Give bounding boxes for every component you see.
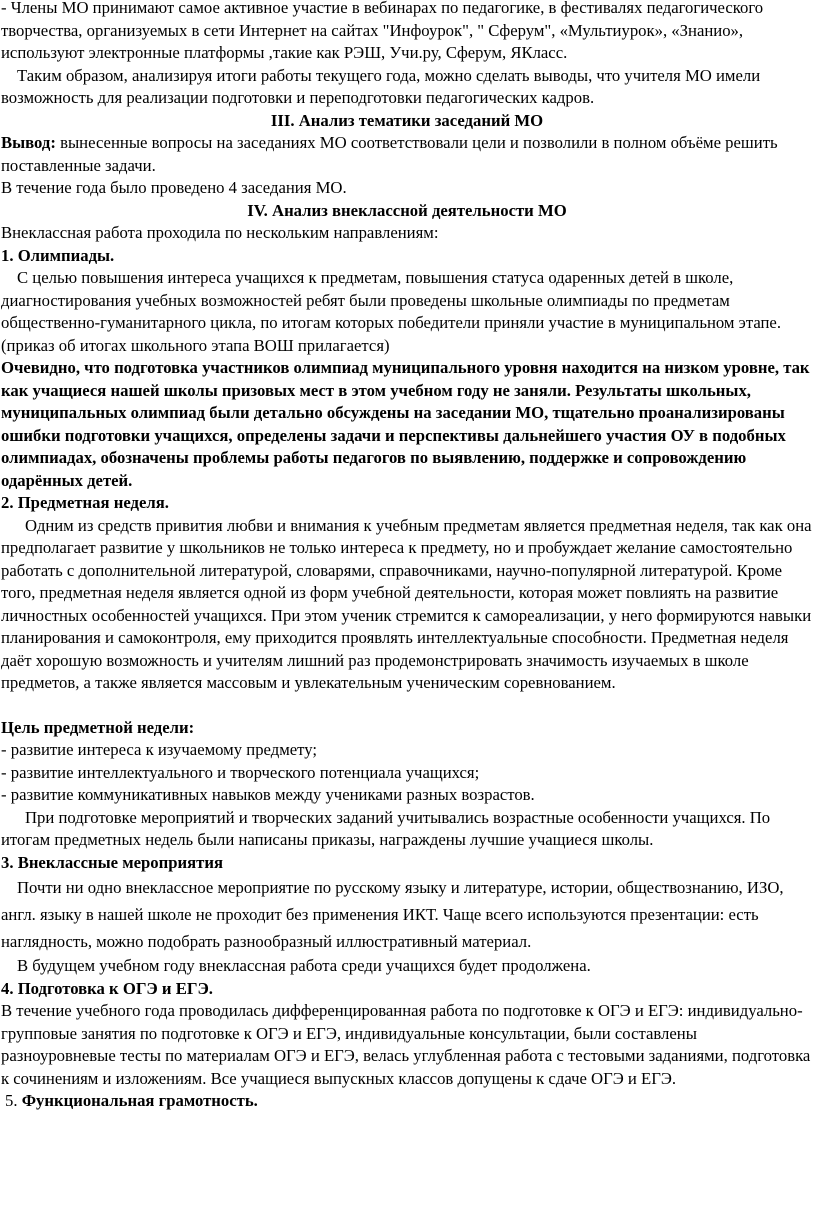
vyvod-label: Вывод: (1, 133, 56, 152)
goal-heading: Цель предметной недели: (1, 717, 195, 737)
exam-text: В течение учебного года проводилась дифференцированная работа по подготовке к ОГЭ и ЕГЭ: индивидуально-групповые занятия по подготовке к ОГЭ и ЕГЭ, индивидуальные консультации, были составлены разноуровневые тесты по материалам ОГЭ и ЕГЭ, велась углубленная работа с тестовыми заданиями, подготовка к сочинениям и изложениям. Все учащиеся выпускных классов допущены к сдаче ОГЭ и ЕГЭ. (1, 1001, 811, 1088)
olympiads-heading: 1. Олимпиады. (1, 245, 115, 265)
func-number: 5. (5, 1091, 18, 1110)
func-heading: Функциональная грамотность. (21, 1091, 258, 1110)
section3-heading: III. Анализ тематики заседаний МО (270, 110, 544, 130)
events-heading: 3. Внеклассные мероприятия (1, 852, 223, 872)
events-text: Почти ни одно внеклассное мероприятие по русскому языку и литературе, истории, обществознанию, ИЗО, англ. языку в нашей школе не проходит без применения ИКТ. Чаще всего используются презентации: есть наглядность, можно подобрать разнообразный иллюстративный материал. (1, 878, 784, 951)
section4-heading: IV. Анализ внеклассной деятельности МО (247, 200, 567, 220)
section3-conclusion (1, 132, 813, 177)
future-text: В будущем учебном году внеклассная работа среди учащихся будет продолжена. (17, 956, 591, 975)
goal-item: - развитие интереса к изучаемому предмету; (1, 740, 318, 759)
vyvod-text: вынесенные вопросы на заседаниях МО соответствовали цели и позволили в полном объёме решить поставленные задачи. (1, 133, 778, 175)
subject-week-heading: 2. Предметная неделя. (1, 493, 169, 512)
goal-item: - развитие коммуникативных навыков между учениками разных возрастов. (1, 785, 535, 804)
goal-item: - развитие интеллектуального и творческого потенциала учащихся; (1, 762, 480, 782)
meetings-count: В течение года было проведено 4 заседания МО. (1, 178, 347, 197)
subject-week-text: Одним из средств привития любви и внимания к учебным предметам является предметная неделя, так как она предполагает развитие у школьников не только интереса к предмету, но и пробуждает желание самостоятельно работать с дополнительной литературой, словарями, справочниками, научно-популярной литературой. Кроме того, предметная неделя является одной из форм учебной деятельности, которая может повлиять на развитие личностных особенностей учащихся. При этом ученик стремится к самореализации, у него формируются навыки планирования и самоконтроля, ему приходится проявлять интеллектуальные способности. Предметная неделя даёт хорошую возможность и учителям лишний раз продемонстрировать значимость изучаемых в школе предметов, а также является массовым и увлекательным ученическим соревнованием. (1, 515, 812, 692)
goal-text: При подготовке мероприятий и творческих заданий учитывались возрастные особенности учащихся. По итогам предметных недель были написаны приказы, награждены лучшие учащиеся школы. (1, 807, 771, 849)
functional-literacy-line (1, 1090, 813, 1113)
olympiads-bold-text: Очевидно, что подготовка участников олимпиад муниципального уровня находится на низком уровне, так как учащиеся нашей школы призовых мест в этом учебном году не заняли. Результаты школьных, муниципальных олимпиад были детально обсуждены на заседании МО, тщательно проанализированы ошибки подготовки учащихся, определены задачи и перспективы дальнейшего участия ОУ в подобных олимпиадах, обозначены проблемы работы педагогов по выявлению, поддержке и сопровождению одарённых детей. (1, 358, 810, 490)
olympiads-text: С целью повышения интереса учащихся к предметам, повышения статуса одаренных детей в школе, диагностирования учебных возможностей ребят были проведены школьные олимпиады по предметам общественно-гуманитарного цикла, по итогам которых победители приняли участие в муниципальном этапе. (приказ об итогах школьного этапа ВОШ прилагается) (1, 268, 782, 355)
spacer (1, 695, 813, 717)
exam-heading: 4. Подготовка к ОГЭ и ЕГЭ. (1, 978, 213, 998)
intro-conclusion: Таким образом, анализируя итоги работы текущего года, можно сделать выводы, что учителя МО имели возможность для реализации подготовки и переподготовки педагогических кадров. (1, 65, 761, 107)
section4-intro: Внеклассная работа проходила по нескольким направлениям: (1, 223, 439, 242)
intro-paragraph: - Члены МО принимают самое активное участие в вебинарах по педагогике, в фестивалях педагогического творчества, организуемых в сети Интернет на сайтах "Инфоурок", " Сферум", «Мультиурок», «Знанио», используют электронные платформы ,такие как РЭШ, Учи.ру, Сферум, ЯКласс. (1, 0, 764, 62)
